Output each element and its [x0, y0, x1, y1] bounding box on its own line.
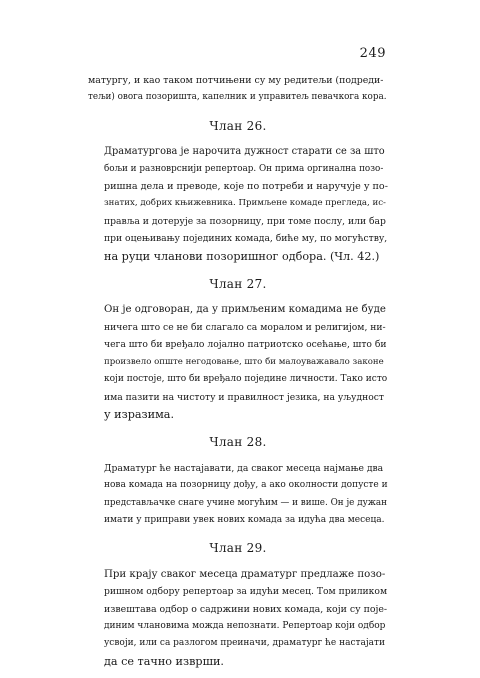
text-line: Драматург ће настајавати, да сваког месеца најмање два: [104, 462, 384, 474]
article-heading-29: Члан 29.: [209, 541, 267, 556]
text-line: чега што би вређало лојално патриотско осећање, што би: [104, 339, 387, 351]
page-number: 249: [359, 46, 386, 61]
text-line: нова комада на позорницу дођу, а ако околности допусте и: [104, 480, 388, 491]
text-line: матургу, и као таком потчињени су му редитељи (подреди-: [88, 75, 384, 86]
article-heading-27: Члан 27.: [209, 277, 267, 292]
text-line: да се тачно изврши.: [104, 654, 224, 668]
text-line: При крају сваког месеца драматург предлаже позо-: [104, 568, 386, 580]
article-heading-28: Члан 28.: [209, 435, 267, 450]
text-line: при оцењивању појединих комада, биће му, по могућству,: [104, 233, 388, 245]
text-line: представљачке снаге учине могућим — и више. Он је дужан: [104, 497, 387, 508]
text-line: знатих, добрих књижевника. Примљене комаде прегледа, ис-: [104, 198, 386, 209]
text-line: правља и дотерује за позорницу, при томе послу, или бар: [104, 215, 386, 227]
article-paragraph-27: [88, 301, 388, 423]
article-paragraph-26: [88, 143, 388, 265]
text-line: у изразима.: [104, 407, 175, 421]
page-body: [88, 72, 388, 670]
text-line: произвело опште негодовање, што би малоуважавало законе: [104, 356, 384, 367]
text-line: има пазити на чистоту и правилност језика, на уљудност: [104, 391, 384, 403]
text-line: имати у приправи увек нових комада за идућа два месеца.: [104, 514, 385, 525]
text-line: на руци чланови позоришног одбора. (Чл. 42.): [104, 249, 380, 263]
article-heading-26: Члан 26.: [209, 118, 267, 133]
text-line: Драматургова је нарочита дужност старати се за што: [104, 146, 385, 158]
article-paragraph-28: [88, 460, 388, 530]
text-line: ришна дела и преводе, које по потреби и наручује у по-: [104, 181, 388, 193]
text-line: ничега што се не би слагало са моралом и религијом, ни-: [104, 321, 386, 333]
text-line: Он је одговоран, да у примљеним комадима не буде: [104, 304, 386, 316]
text-line: који постоје, што би вређало поједине личности. Тако исто: [104, 374, 388, 385]
text-line: бољи и разноврснији репертоар. Он прима оргинална позо-: [104, 163, 384, 174]
article-paragraph-29: [88, 566, 388, 670]
text-line: усвоји, или са разлогом преиначи, драматург ће настајати: [104, 638, 385, 649]
text-line: диним члановима можда непознати. Репертоар који одбор: [104, 620, 386, 631]
intro-paragraph: [88, 72, 388, 107]
text-line: извештава одбор о садржини нових комада, који су поје-: [104, 603, 388, 615]
text-line: тељи) овога позоришта, капелник и управитељ певачкога кора.: [88, 92, 387, 103]
text-line: ришном одбору репертоар за идући месец. Том приликом: [104, 586, 388, 598]
